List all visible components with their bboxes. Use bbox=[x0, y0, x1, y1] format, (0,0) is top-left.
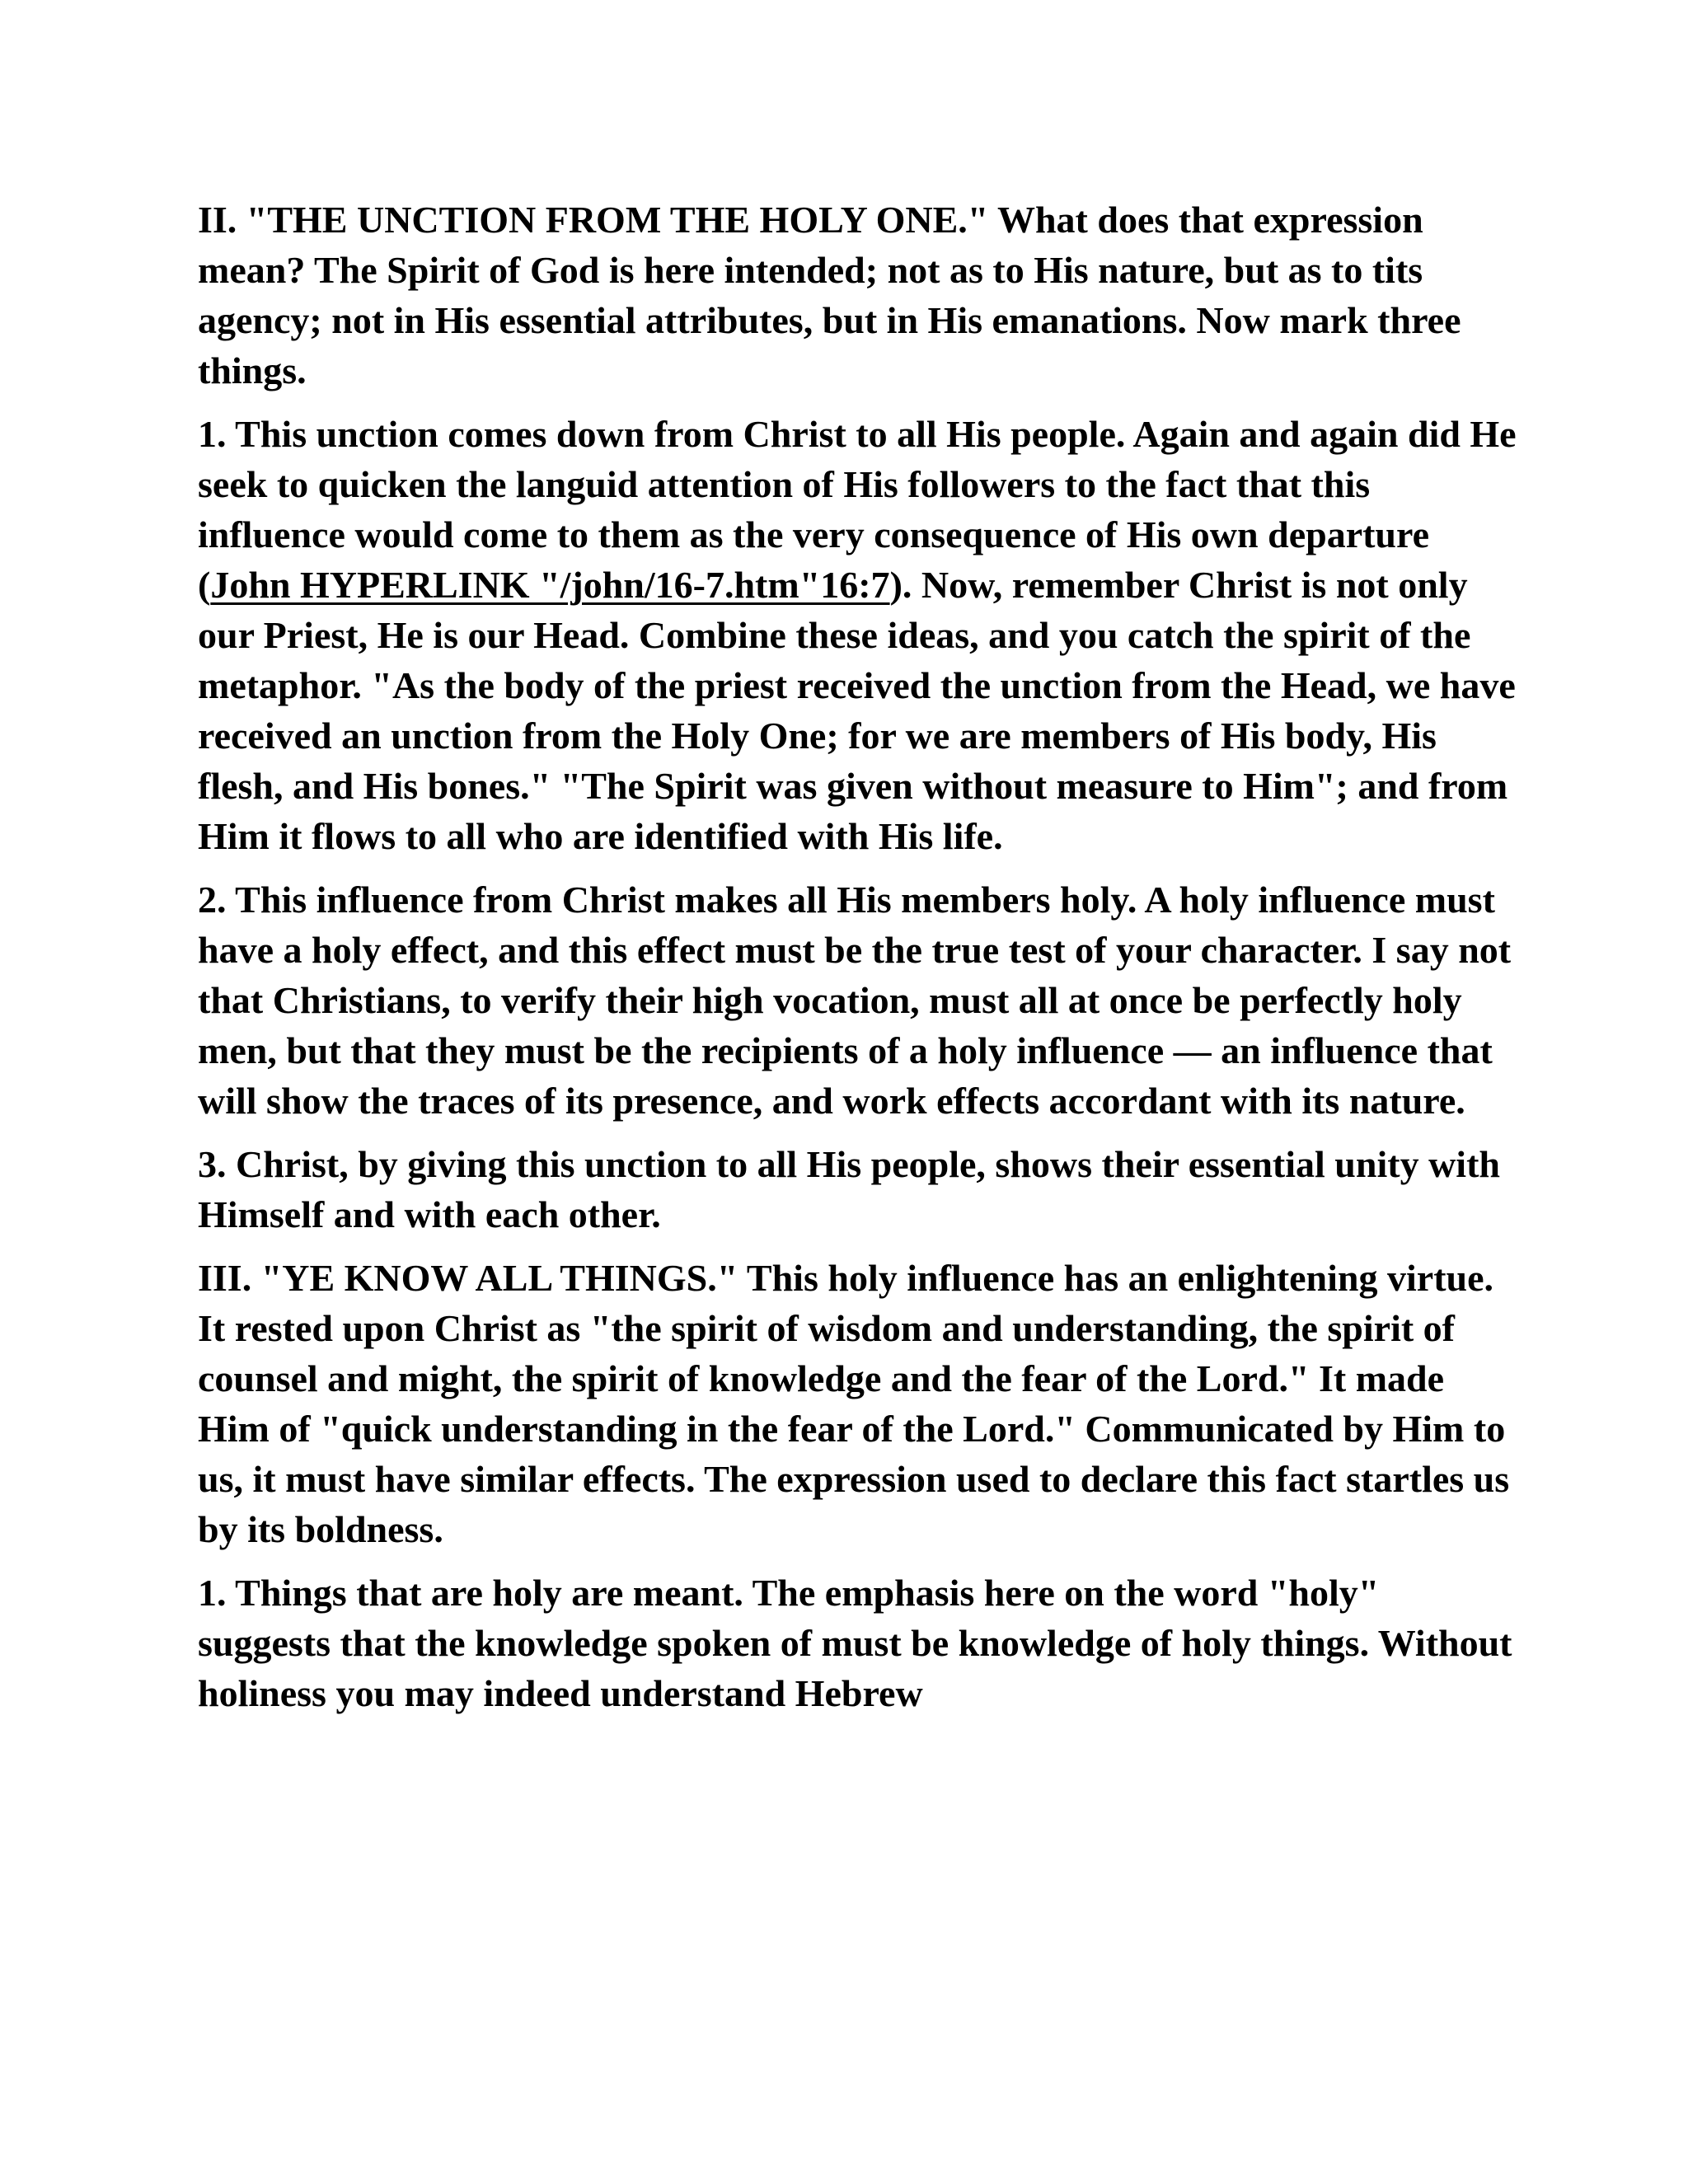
paragraph-text-after-link: ). Now, remember Christ is not only our Priest, He is our Head. Combine these ideas, and you catch the spirit of the metaphor. "As the body of the priest received the unction from the Head, we have received an unction from the Holy One; for we are members of His body, His flesh, and His bones." "The Spirit was given without measure to Him"; and from Him it flows to all who are identified with His life. bbox=[198, 564, 1516, 857]
paragraph-point-1-holy-things: 1. Things that are holy are meant. The emphasis here on the word "holy" suggests that the knowledge spoken of must be knowledge of holy things. Without holiness you may indeed understand Hebrew bbox=[198, 1572, 1512, 1714]
paragraph-unction-heading: II. "THE UNCTION FROM THE HOLY ONE." What does that expression mean? The Spirit of God is here intended; not as to His nature, but as to tits agency; not in His essential attributes, but in His emanations. Now mark three things. bbox=[198, 199, 1461, 391]
paragraph-point-2-holy-influence: 2. This influence from Christ makes all His members holy. A holy influence must have a holy effect, and this effect must be the true test of your character. I say not that Christians, to verify their high vocation, must all at once be perfectly holy men, but that they must be the recipients of a holy influence — an influence that will show the traces of its presence, and work effects accordant with its nature. bbox=[198, 879, 1512, 1122]
paragraph-text-before-link: 1. This unction comes down from Christ to all His people. Again and again did He seek to quicken the languid attention of His followers to the fact that this influence would come to them as the very consequence of His own departure ( bbox=[198, 413, 1517, 606]
paragraph-know-all-things-heading: III. "YE KNOW ALL THINGS." This holy influence has an enlightening virtue. It rested upon Christ as "the spirit of wisdom and understanding, the spirit of counsel and might, the spirit of knowledge and the fear of the Lord." It made Him of "quick understanding in the fear of the Lord." Communicated by Him to us, it must have similar effects. The expression used to declare this fact startles us by its boldness. bbox=[198, 1257, 1510, 1550]
paragraph-point-1-unction bbox=[198, 409, 1517, 861]
scripture-reference-link[interactable]: John HYPERLINK "/john/16-7.htm"16:7 bbox=[210, 564, 890, 606]
document-body bbox=[198, 194, 1517, 1732]
paragraph-point-3-unity: 3. Christ, by giving this unction to all His people, shows their essential unity with Himself and with each other. bbox=[198, 1143, 1500, 1235]
